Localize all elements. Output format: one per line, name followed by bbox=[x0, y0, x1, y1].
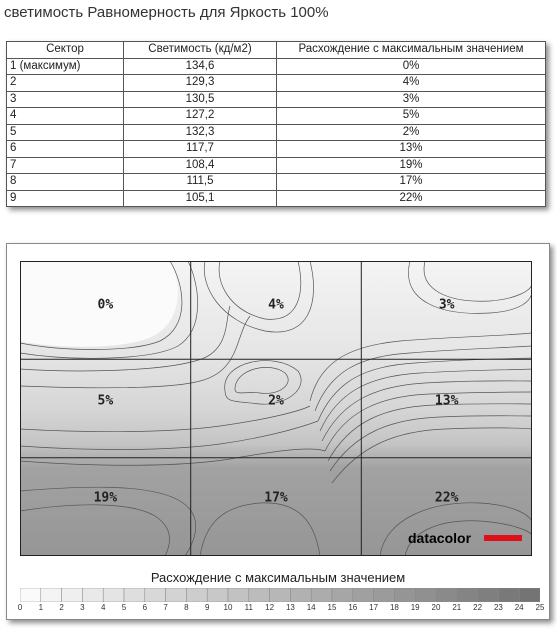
legend-tick-label: 3 bbox=[80, 603, 85, 612]
cell-deviation: 3% bbox=[277, 91, 546, 108]
cell-deviation: 2% bbox=[277, 124, 546, 141]
cell-luminance: 134,6 bbox=[124, 58, 277, 75]
cell-sector: 5 bbox=[7, 124, 124, 141]
legend-swatch bbox=[103, 588, 124, 602]
cell-luminance: 117,7 bbox=[124, 141, 277, 158]
cell-deviation: 17% bbox=[277, 174, 546, 191]
legend-swatch bbox=[353, 588, 374, 602]
cell-sector: 9 bbox=[7, 190, 124, 207]
table-row bbox=[7, 157, 546, 174]
cell-sector: 4 bbox=[7, 108, 124, 125]
datacolor-logo bbox=[402, 527, 528, 551]
cell-luminance: 130,5 bbox=[124, 91, 277, 108]
table-row bbox=[7, 58, 546, 75]
legend-tick-label: 9 bbox=[204, 603, 210, 612]
legend-swatch bbox=[478, 588, 499, 602]
legend-tick-label: 21 bbox=[452, 603, 462, 612]
uniformity-table bbox=[6, 41, 546, 207]
legend-tick-labels bbox=[17, 603, 545, 615]
cell-luminance: 108,4 bbox=[124, 157, 277, 174]
legend-tick-label: 7 bbox=[163, 603, 168, 612]
sector-value-label: 22% bbox=[434, 490, 459, 506]
legend-tick-label: 22 bbox=[473, 603, 483, 612]
legend-tick-label: 0 bbox=[17, 603, 23, 612]
legend-swatch bbox=[415, 588, 436, 602]
legend-tick-label: 11 bbox=[244, 603, 253, 612]
legend-swatch bbox=[436, 588, 457, 602]
uniformity-map-panel bbox=[6, 243, 550, 620]
cell-deviation: 22% bbox=[277, 190, 546, 207]
logo-red-bar bbox=[484, 535, 522, 541]
cell-sector: 8 bbox=[7, 174, 124, 191]
legend-tick-label: 19 bbox=[410, 603, 420, 612]
sector-value-label: 2% bbox=[268, 393, 284, 409]
legend-tick-label: 16 bbox=[348, 603, 358, 612]
cell-sector: 3 bbox=[7, 91, 124, 108]
column-header-deviation: Расхождение с максимальным значением bbox=[277, 42, 546, 59]
table-row bbox=[7, 190, 546, 207]
sector-value-label: 19% bbox=[93, 490, 118, 506]
legend-swatch bbox=[457, 588, 478, 602]
legend-swatch bbox=[290, 588, 311, 602]
legend-tick-label: 17 bbox=[369, 603, 379, 612]
cell-luminance: 127,2 bbox=[124, 108, 277, 125]
legend-title: Расхождение с максимальным значением bbox=[150, 570, 406, 585]
legend-swatch bbox=[394, 588, 415, 602]
legend-swatch bbox=[166, 588, 187, 602]
legend-tick-label: 20 bbox=[431, 603, 441, 612]
sector-value-label: 0% bbox=[97, 297, 114, 313]
table-row bbox=[7, 174, 546, 191]
page-title: светимость Равномерность для Яркость 100% bbox=[4, 4, 329, 21]
legend-tick-label: 24 bbox=[514, 603, 524, 612]
legend-swatch bbox=[41, 588, 62, 602]
legend-tick-label: 2 bbox=[59, 603, 64, 612]
cell-deviation: 19% bbox=[277, 157, 546, 174]
cell-luminance: 105,1 bbox=[124, 190, 277, 207]
legend-tick-label: 25 bbox=[535, 603, 545, 612]
legend-swatch bbox=[82, 588, 103, 602]
cell-deviation: 5% bbox=[277, 108, 546, 125]
legend-tick-label: 6 bbox=[142, 603, 148, 612]
sector-value-label: 4% bbox=[268, 297, 284, 313]
column-header-sector: Сектор bbox=[7, 42, 124, 59]
cell-luminance: 132,3 bbox=[124, 124, 277, 141]
legend-tick-label: 23 bbox=[493, 603, 503, 612]
sector-value-label: 13% bbox=[434, 393, 459, 409]
cell-sector: 2 bbox=[7, 75, 124, 92]
legend-tick-label: 18 bbox=[389, 603, 399, 612]
legend-tick-label: 12 bbox=[265, 603, 275, 612]
cell-deviation: 4% bbox=[277, 75, 546, 92]
cell-sector: 6 bbox=[7, 141, 124, 158]
cell-luminance: 129,3 bbox=[124, 75, 277, 92]
legend-tick-label: 10 bbox=[223, 603, 233, 612]
legend-swatch bbox=[519, 588, 540, 602]
table-row bbox=[7, 108, 546, 125]
sector-value-label: 3% bbox=[438, 297, 455, 313]
table-row bbox=[7, 75, 546, 92]
sector-value-label: 5% bbox=[97, 393, 114, 409]
legend-tick-label: 4 bbox=[100, 603, 106, 612]
cell-deviation: 13% bbox=[277, 141, 546, 158]
sector-value-label: 17% bbox=[264, 490, 288, 506]
legend-tick-label: 5 bbox=[121, 603, 127, 612]
legend-swatch bbox=[145, 588, 166, 602]
legend-tick-label: 13 bbox=[285, 603, 295, 612]
logo-text: datacolor bbox=[408, 530, 472, 546]
legend-swatch bbox=[249, 588, 270, 602]
legend-tick-label: 8 bbox=[184, 603, 189, 612]
legend-swatch bbox=[228, 588, 249, 602]
legend-swatch bbox=[186, 588, 207, 602]
legend-tick-label: 1 bbox=[38, 603, 44, 612]
legend-swatch bbox=[20, 588, 41, 602]
table-row bbox=[7, 141, 546, 158]
legend-swatch bbox=[207, 588, 228, 602]
legend-swatch bbox=[62, 588, 83, 602]
cell-sector: 7 bbox=[7, 157, 124, 174]
cell-deviation: 0% bbox=[277, 58, 546, 75]
uniformity-table-panel bbox=[6, 41, 546, 207]
legend-tick-label: 15 bbox=[327, 603, 337, 612]
legend-swatch bbox=[124, 588, 145, 602]
legend-swatch bbox=[498, 588, 519, 602]
cell-luminance: 111,5 bbox=[124, 174, 277, 191]
table-header-row bbox=[7, 42, 546, 59]
legend-swatch bbox=[270, 588, 291, 602]
table-row bbox=[7, 124, 546, 141]
legend-gradient-scale bbox=[20, 588, 540, 602]
legend-swatch bbox=[332, 588, 353, 602]
legend-tick-label: 14 bbox=[306, 603, 316, 612]
cell-sector: 1 (максимум) bbox=[7, 58, 124, 75]
table-row bbox=[7, 91, 546, 108]
column-header-luminance: Светимость (кд/м2) bbox=[124, 42, 277, 59]
legend-swatch bbox=[374, 588, 395, 602]
legend-swatch bbox=[311, 588, 332, 602]
